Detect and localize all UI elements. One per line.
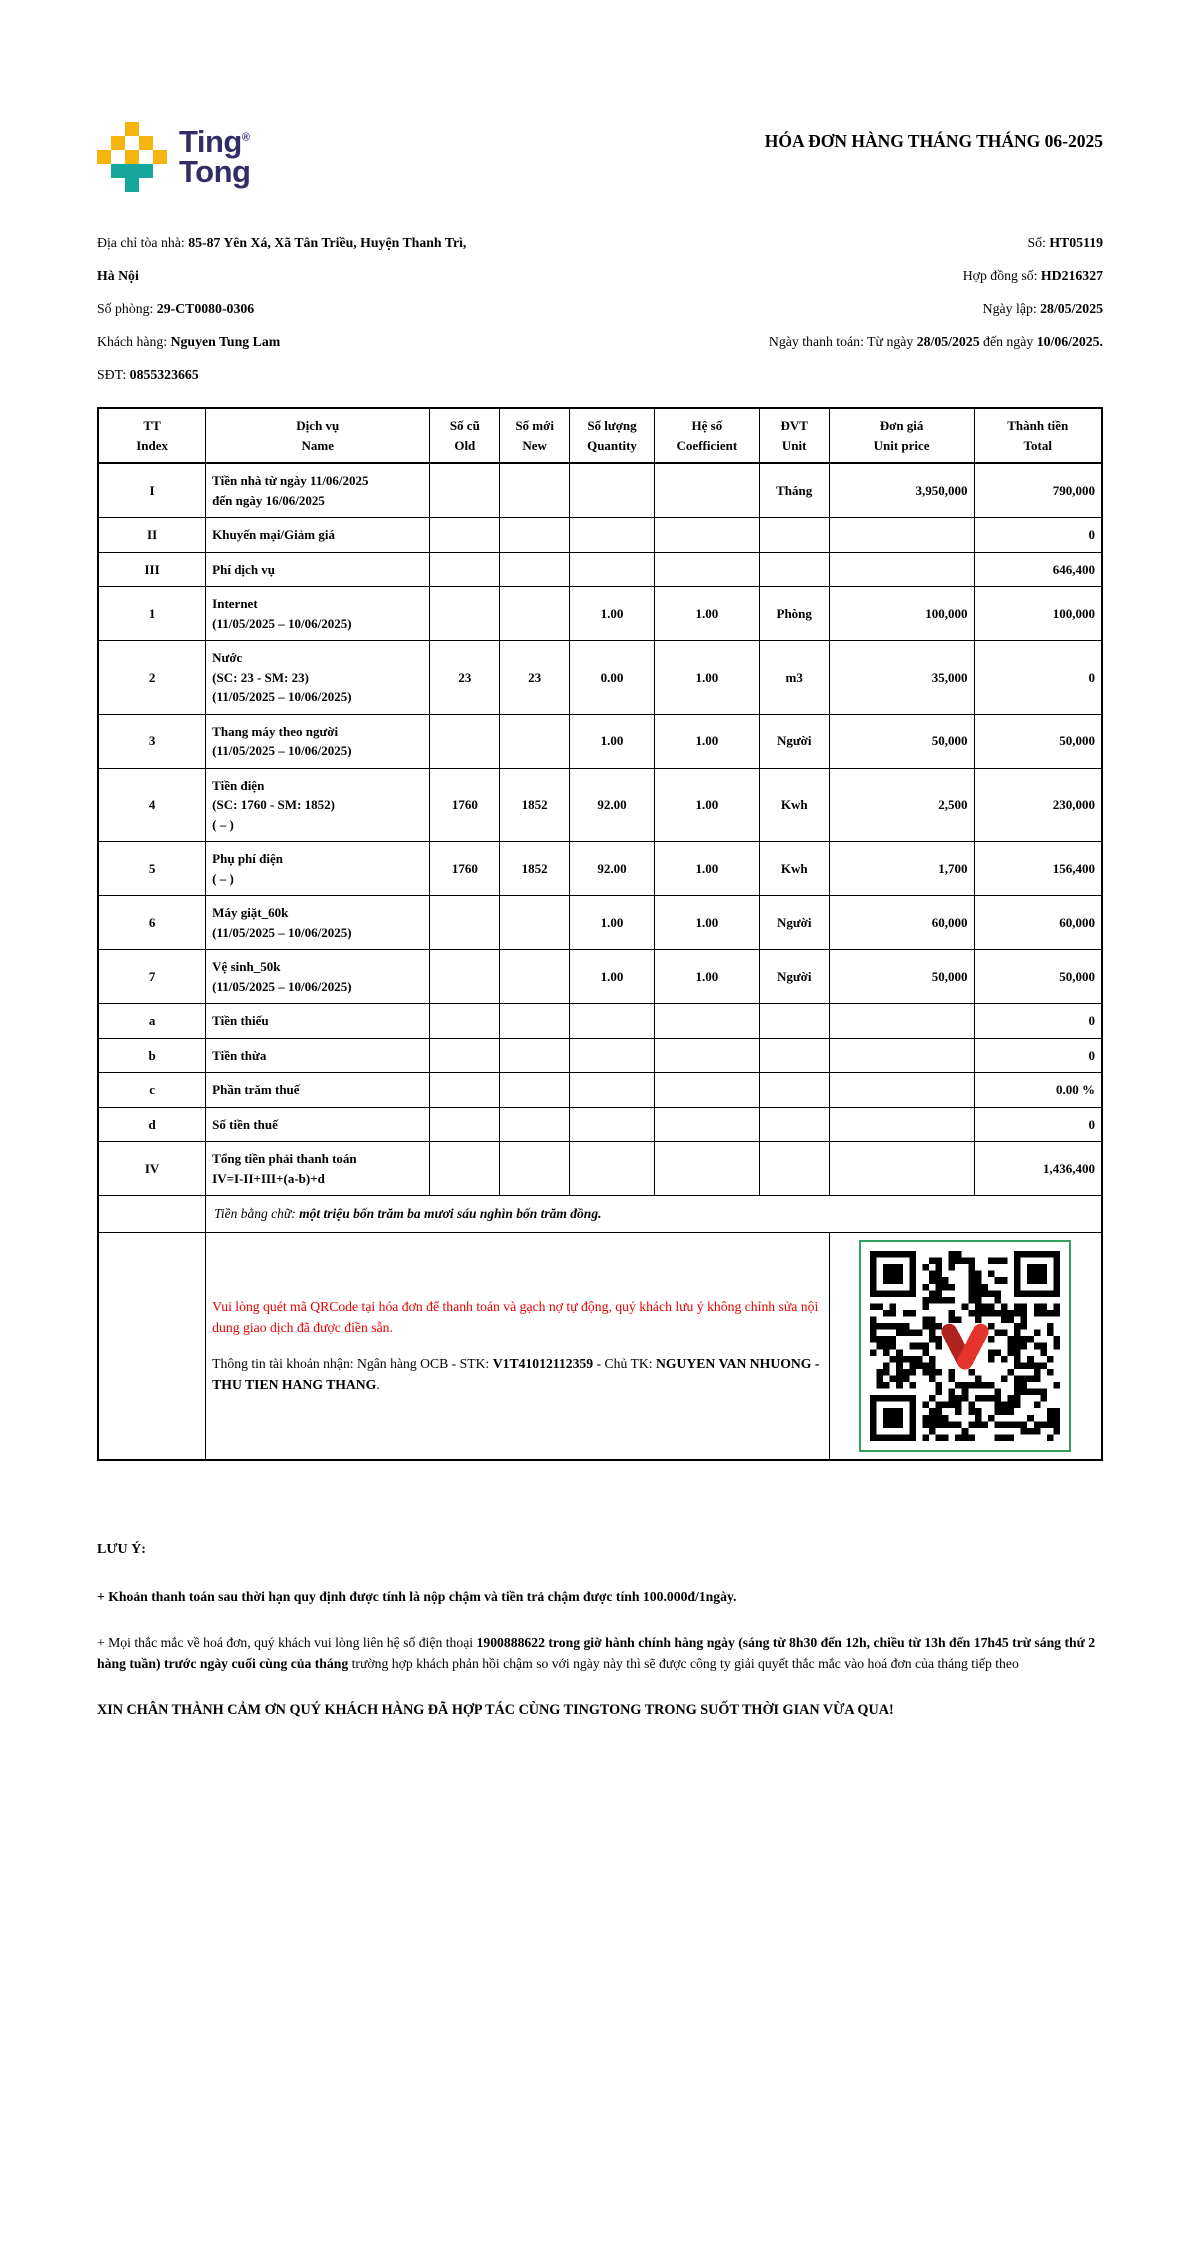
table-cell <box>654 463 759 518</box>
text-segment: Số: <box>1027 235 1050 250</box>
table-cell: Người <box>759 714 829 768</box>
table-cell: 50,000 <box>974 714 1102 768</box>
table-cell: Phụ phí điện ( – ) <box>206 842 430 896</box>
table-cell: Phần trăm thuế <box>206 1073 430 1108</box>
table-cell <box>430 518 500 553</box>
table-cell: 1852 <box>500 842 570 896</box>
table-cell: Phòng <box>759 587 829 641</box>
invoice-table <box>97 407 1103 1461</box>
text-segment: 85-87 Yên Xá, Xã Tân Triều, Huyện Thanh Trì, <box>188 235 467 250</box>
table-cell <box>570 463 655 518</box>
table-cell: 1.00 <box>654 950 759 1004</box>
table-cell: 1.00 <box>654 842 759 896</box>
table-cell <box>829 1107 974 1142</box>
table-cell <box>654 518 759 553</box>
table-cell: c <box>98 1073 206 1108</box>
table-cell <box>759 1004 829 1039</box>
notes-heading: LƯU Ý: <box>97 1542 146 1558</box>
table-cell <box>570 518 655 553</box>
table-cell: 0.00 % <box>974 1073 1102 1108</box>
qr-code-cell <box>829 1233 1102 1461</box>
text-segment: - Chủ TK: <box>593 1356 656 1372</box>
table-cell: Tiền nhà từ ngày 11/06/2025 đến ngày 16/06/2025 <box>206 463 430 518</box>
table-cell: III <box>98 552 206 587</box>
table-cell: Khuyến mại/Giảm giá <box>206 518 430 553</box>
info-right <box>963 259 1103 292</box>
table-cell <box>500 463 570 518</box>
table-cell: 92.00 <box>570 768 655 842</box>
table-cell: 1.00 <box>654 714 759 768</box>
text-segment: trước ngày cuối cùng của tháng <box>163 1656 349 1672</box>
table-cell: 1.00 <box>654 641 759 715</box>
table-cell <box>98 1233 206 1461</box>
table-cell <box>829 552 974 587</box>
table-cell: 4 <box>98 768 206 842</box>
table-cell <box>430 950 500 1004</box>
table-cell: 100,000 <box>829 587 974 641</box>
table-cell <box>500 518 570 553</box>
table-cell: 92.00 <box>570 842 655 896</box>
column-header: Số cũ Old <box>430 408 500 463</box>
table-cell <box>829 1004 974 1039</box>
table-cell <box>430 552 500 587</box>
note-hotline <box>97 1632 1103 1676</box>
table-cell <box>500 552 570 587</box>
table-row <box>98 552 1102 587</box>
info-right <box>769 325 1103 358</box>
text-segment: HT05119 <box>1049 235 1103 250</box>
info-right <box>1027 226 1103 259</box>
table-row <box>98 768 1102 842</box>
table-row <box>98 1142 1102 1196</box>
table-cell: 790,000 <box>974 463 1102 518</box>
table-cell <box>759 518 829 553</box>
table-cell: 60,000 <box>974 896 1102 950</box>
table-cell <box>759 1107 829 1142</box>
payment-instructions <box>206 1233 829 1461</box>
invoice-info-block <box>97 226 1103 391</box>
table-row <box>98 1073 1102 1108</box>
table-row <box>98 518 1102 553</box>
text-segment: Khách hàng: <box>97 334 171 349</box>
table-cell: 1.00 <box>570 587 655 641</box>
invoice-footer <box>97 1539 1103 1722</box>
table-cell <box>829 1142 974 1196</box>
table-cell <box>500 896 570 950</box>
table-cell <box>430 1107 500 1142</box>
table-cell <box>500 1142 570 1196</box>
text-segment: Số phòng: <box>97 301 157 316</box>
table-cell: 1,436,400 <box>974 1142 1102 1196</box>
table-cell: 1.00 <box>570 714 655 768</box>
table-cell <box>829 1073 974 1108</box>
table-cell: 23 <box>500 641 570 715</box>
table-cell <box>759 1073 829 1108</box>
registered-mark: ® <box>241 131 250 144</box>
thank-you-message <box>97 1699 1103 1722</box>
table-cell: 50,000 <box>974 950 1102 1004</box>
info-left <box>97 358 199 391</box>
table-cell: 1.00 <box>654 896 759 950</box>
amount-in-words <box>206 1196 1102 1233</box>
info-left <box>97 259 139 292</box>
table-cell: Máy giặt_60k (11/05/2025 – 10/06/2025) <box>206 896 430 950</box>
text-segment: 28/05/2025 <box>916 334 980 349</box>
column-header: Thành tiền Total <box>974 408 1102 463</box>
table-cell <box>430 1038 500 1073</box>
table-row <box>98 463 1102 518</box>
table-row <box>98 587 1102 641</box>
table-row <box>98 950 1102 1004</box>
table-cell: 1,700 <box>829 842 974 896</box>
text-segment: SĐT: <box>97 367 130 382</box>
table-cell: Người <box>759 950 829 1004</box>
table-cell: Tiền thừa <box>206 1038 430 1073</box>
table-cell: 0 <box>974 1107 1102 1142</box>
table-cell: 1852 <box>500 768 570 842</box>
table-cell: 2 <box>98 641 206 715</box>
table-cell: 60,000 <box>829 896 974 950</box>
table-cell <box>654 1142 759 1196</box>
table-cell: 0 <box>974 1004 1102 1039</box>
table-cell: 646,400 <box>974 552 1102 587</box>
text-segment: 1900888622 trong giờ hành chính hàng ngày (sáng từ 8h30 đến 12h, chiều từ 13h đến 17h45 trừ sáng thứ 2 hàng tuần) <box>97 1634 1096 1672</box>
table-cell: 0 <box>974 518 1102 553</box>
qr-payment-row <box>98 1233 1102 1461</box>
table-cell: 1.00 <box>654 768 759 842</box>
text-segment: . <box>376 1376 380 1392</box>
text-segment: 28/05/2025 <box>1040 301 1103 316</box>
logo-line2: Tong <box>179 154 251 189</box>
column-header: Đơn giá Unit price <box>829 408 974 463</box>
table-cell: Kwh <box>759 768 829 842</box>
table-cell <box>654 1038 759 1073</box>
logo-line1: Ting <box>179 123 242 159</box>
table-row <box>98 641 1102 715</box>
column-header: ĐVT Unit <box>759 408 829 463</box>
table-cell <box>654 1004 759 1039</box>
table-cell <box>829 1038 974 1073</box>
table-cell <box>500 1073 570 1108</box>
column-header: Dịch vụ Name <box>206 408 430 463</box>
table-cell: 7 <box>98 950 206 1004</box>
table-row <box>98 896 1102 950</box>
info-right <box>983 292 1103 325</box>
text-segment: HD216327 <box>1040 268 1103 283</box>
info-left <box>97 292 254 325</box>
table-cell <box>430 714 500 768</box>
table-cell: 1.00 <box>570 896 655 950</box>
table-cell <box>430 463 500 518</box>
table-cell <box>500 587 570 641</box>
table-cell <box>654 1073 759 1108</box>
tingtong-logo <box>97 122 250 192</box>
info-line <box>97 325 1103 358</box>
invoice-header <box>97 0 1103 192</box>
amount-in-words-row <box>98 1196 1102 1233</box>
text-segment: 0855323665 <box>129 367 199 382</box>
table-cell: IV <box>98 1142 206 1196</box>
text-segment: Ngày lập: <box>982 301 1041 316</box>
table-body <box>98 463 1102 1460</box>
table-cell: 1760 <box>430 768 500 842</box>
info-left <box>97 325 280 358</box>
text-segment: Vui lòng quét mã QRCode tại hóa đơn để thanh toán và gạch nợ tự động, quý khách lưu ý không chỉnh sửa nội dung giao dịch đã được điền sẵn. <box>212 1299 819 1335</box>
table-cell: Người <box>759 896 829 950</box>
table-cell: 100,000 <box>974 587 1102 641</box>
table-cell: 50,000 <box>829 950 974 1004</box>
text-segment: Hà Nội <box>97 268 139 283</box>
text-segment: XIN CHÂN THÀNH CẢM ƠN QUÝ KHÁCH HÀNG ĐÃ HỢP TÁC CÙNG TINGTONG TRONG SUỐT THỜI GIAN VỪA QUA! <box>97 1702 894 1719</box>
info-line <box>97 226 1103 259</box>
table-cell <box>570 1107 655 1142</box>
table-cell <box>829 518 974 553</box>
text-segment: Hợp đồng số: <box>962 268 1041 283</box>
column-header: Số mới New <box>500 408 570 463</box>
table-cell: a <box>98 1004 206 1039</box>
text-segment: Nguyen Tung Lam <box>170 334 281 349</box>
table-header <box>98 408 1102 463</box>
page-title: HÓA ĐƠN HÀNG THÁNG THÁNG 06-2025 <box>764 131 1103 151</box>
table-cell: Phí dịch vụ <box>206 552 430 587</box>
text-segment: Ngày thanh toán: Từ ngày <box>768 334 917 349</box>
column-header: TT Index <box>98 408 206 463</box>
bank-account-info <box>212 1354 822 1395</box>
table-cell <box>654 552 759 587</box>
text-segment: NGUYEN VAN NHUONG - THU TIEN HANG THANG <box>212 1356 820 1392</box>
table-cell: 5 <box>98 842 206 896</box>
table-cell: 1 <box>98 587 206 641</box>
text-segment: V1T41012112359 <box>492 1356 594 1372</box>
table-cell <box>500 714 570 768</box>
table-cell <box>430 1142 500 1196</box>
table-cell: 0 <box>974 1038 1102 1073</box>
table-cell: Nước (SC: 23 - SM: 23) (11/05/2025 – 10/06/2025) <box>206 641 430 715</box>
table-cell <box>570 1073 655 1108</box>
table-cell: 156,400 <box>974 842 1102 896</box>
table-cell: 3,950,000 <box>829 463 974 518</box>
table-cell <box>500 1038 570 1073</box>
table-cell <box>759 552 829 587</box>
invoice-content <box>97 0 1103 1722</box>
info-line <box>97 292 1103 325</box>
table-cell: 23 <box>430 641 500 715</box>
table-cell: Internet (11/05/2025 – 10/06/2025) <box>206 587 430 641</box>
table-row <box>98 1107 1102 1142</box>
table-cell: 1.00 <box>654 587 759 641</box>
table-cell <box>759 1142 829 1196</box>
table-cell: Vệ sinh_50k (11/05/2025 – 10/06/2025) <box>206 950 430 1004</box>
text-segment: Tiền bằng chữ: <box>214 1206 300 1221</box>
table-cell: 0.00 <box>570 641 655 715</box>
tingtong-logo-text <box>179 123 251 189</box>
table-cell <box>654 1107 759 1142</box>
info-line <box>97 259 1103 292</box>
table-cell: 35,000 <box>829 641 974 715</box>
text-segment: 29-CT0080-0306 <box>156 301 255 316</box>
table-cell <box>570 1004 655 1039</box>
text-segment: Thông tin tài khoản nhận: Ngân hàng OCB - STK: <box>212 1356 493 1372</box>
table-cell: 6 <box>98 896 206 950</box>
table-cell: Tiền điện (SC: 1760 - SM: 1852) ( – ) <box>206 768 430 842</box>
table-row <box>98 714 1102 768</box>
text-segment: + Khoản thanh toán sau thời hạn quy định được tính là nộp chậm và tiền trả chậm được tính 100.000đ/1ngày. <box>97 1588 737 1604</box>
table-cell <box>430 1073 500 1108</box>
table-cell: 2,500 <box>829 768 974 842</box>
info-line <box>97 358 1103 391</box>
info-left <box>97 226 466 259</box>
table-cell: I <box>98 463 206 518</box>
table-cell <box>500 1004 570 1039</box>
table-row <box>98 1004 1102 1039</box>
table-cell: 50,000 <box>829 714 974 768</box>
table-cell: 230,000 <box>974 768 1102 842</box>
table-cell: 1.00 <box>570 950 655 1004</box>
table-cell <box>430 1004 500 1039</box>
table-cell: 1760 <box>430 842 500 896</box>
tingtong-logo-icon <box>97 122 167 192</box>
table-cell: Tổng tiền phải thanh toán IV=I-II+III+(a-b)+d <box>206 1142 430 1196</box>
text-segment: đến ngày <box>979 334 1037 349</box>
text-segment: Địa chỉ tòa nhà: <box>97 235 189 250</box>
text-segment: + Mọi thắc mắc về hoá đơn, quý khách vui lòng liên hệ số điện thoại <box>97 1634 477 1650</box>
table-cell: 3 <box>98 714 206 768</box>
column-header: Hệ số Coefficient <box>654 408 759 463</box>
text-segment: trường hợp khách phản hồi chậm so với ngày này thì sẽ được công ty giải quyết thắc mắc vào hoá đơn của tháng tiếp theo <box>348 1656 1019 1672</box>
table-cell <box>759 1038 829 1073</box>
table-cell <box>430 896 500 950</box>
table-cell: 0 <box>974 641 1102 715</box>
table-cell: II <box>98 518 206 553</box>
qr-code <box>870 1251 1060 1441</box>
table-cell: Thang máy theo người (11/05/2025 – 10/06/2025) <box>206 714 430 768</box>
table-cell: b <box>98 1038 206 1073</box>
table-cell: Tháng <box>759 463 829 518</box>
table-cell: Tiền thiếu <box>206 1004 430 1039</box>
table-row <box>98 842 1102 896</box>
table-cell <box>570 552 655 587</box>
table-cell: d <box>98 1107 206 1142</box>
table-cell: Kwh <box>759 842 829 896</box>
table-cell: Số tiền thuế <box>206 1107 430 1142</box>
text-segment: 10/06/2025. <box>1036 334 1103 349</box>
qr-code-frame <box>859 1240 1071 1452</box>
table-cell <box>98 1196 206 1233</box>
table-cell <box>430 587 500 641</box>
table-cell <box>570 1142 655 1196</box>
table-cell <box>500 950 570 1004</box>
text-segment: một triệu bốn trăm ba mươi sáu nghìn bốn trăm đồng. <box>299 1206 602 1221</box>
table-cell <box>500 1107 570 1142</box>
table-cell <box>570 1038 655 1073</box>
qr-note-red <box>212 1297 822 1338</box>
table-row <box>98 1038 1102 1073</box>
column-header: Số lượng Quantity <box>570 408 655 463</box>
note-late-payment <box>97 1586 1103 1608</box>
table-cell: m3 <box>759 641 829 715</box>
